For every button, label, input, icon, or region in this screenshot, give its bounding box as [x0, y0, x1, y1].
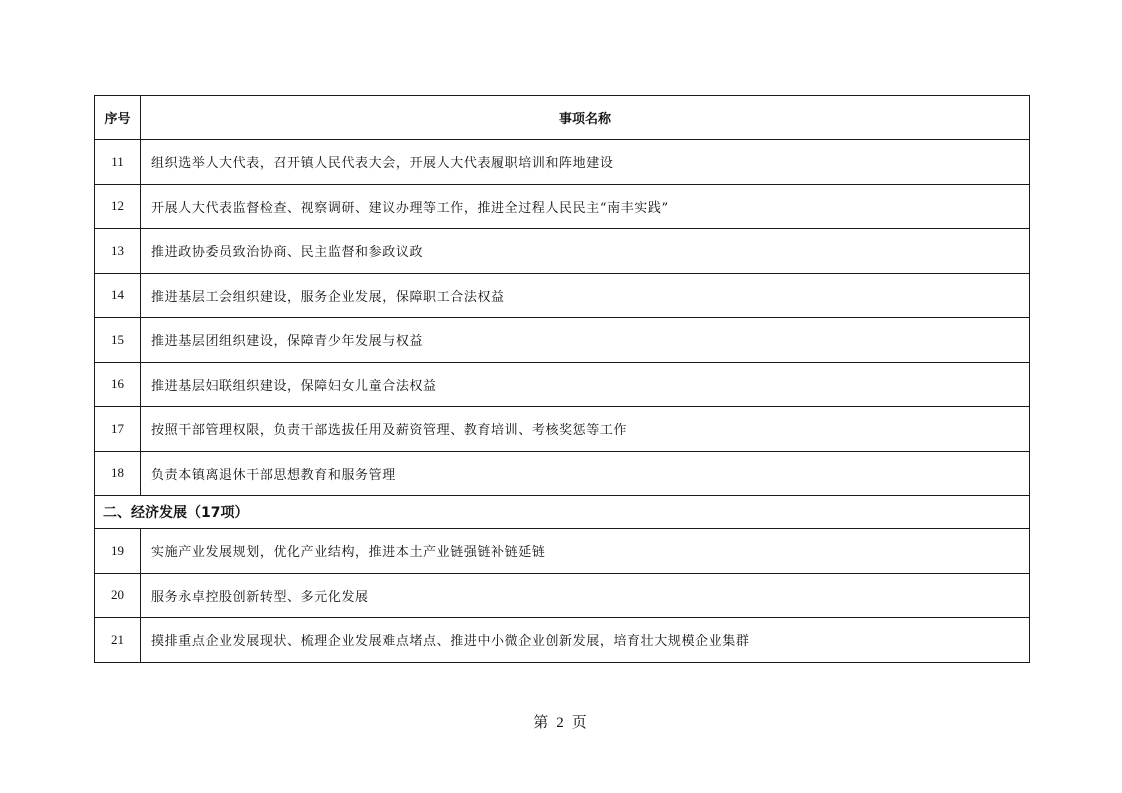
row-number: 11 — [95, 140, 141, 185]
row-item-name: 服务永卓控股创新转型、多元化发展 — [141, 573, 1030, 618]
row-item-name: 负责本镇离退休干部思想教育和服务管理 — [141, 451, 1030, 496]
row-item-name: 推进政协委员致治协商、民主监督和参政议政 — [141, 229, 1030, 274]
table-row — [95, 318, 1030, 363]
row-item-name: 开展人大代表监督检查、视察调研、建议办理等工作，推进全过程人民民主“南丰实践” — [141, 184, 1030, 229]
section-header-row — [95, 496, 1030, 529]
row-number: 13 — [95, 229, 141, 274]
section-title: 二、经济发展（17项） — [95, 496, 1030, 529]
row-item-name: 摸排重点企业发展现状、梳理企业发展难点堵点、推进中小微企业创新发展，培育壮大规模企业集群 — [141, 618, 1030, 663]
page-label-suffix: 页 — [571, 713, 589, 731]
table-row — [95, 362, 1030, 407]
table-row — [95, 573, 1030, 618]
header-item-name: 事项名称 — [141, 96, 1030, 140]
row-number: 15 — [95, 318, 141, 363]
table-row — [95, 407, 1030, 452]
row-item-name: 推进基层团组织建设，保障青少年发展与权益 — [141, 318, 1030, 363]
table-row — [95, 140, 1030, 185]
row-number: 17 — [95, 407, 141, 452]
row-number: 12 — [95, 184, 141, 229]
page-footer — [0, 711, 1122, 732]
table-row — [95, 451, 1030, 496]
table-row — [95, 618, 1030, 663]
row-item-name: 组织选举人大代表，召开镇人民代表大会，开展人大代表履职培训和阵地建设 — [141, 140, 1030, 185]
row-item-name: 推进基层妇联组织建设，保障妇女儿童合法权益 — [141, 362, 1030, 407]
page-label-prefix: 第 — [533, 713, 551, 731]
table-header-row — [95, 96, 1030, 140]
row-number: 16 — [95, 362, 141, 407]
table-row — [95, 184, 1030, 229]
table-row — [95, 273, 1030, 318]
row-item-name: 按照干部管理权限，负责干部选拔任用及薪资管理、教育培训、考核奖惩等工作 — [141, 407, 1030, 452]
row-number: 21 — [95, 618, 141, 663]
row-number: 14 — [95, 273, 141, 318]
header-serial-number: 序号 — [95, 96, 141, 140]
page-number: 2 — [556, 715, 566, 731]
row-item-name: 实施产业发展规划，优化产业结构，推进本土产业链强链补链延链 — [141, 529, 1030, 574]
row-item-name: 推进基层工会组织建设，服务企业发展，保障职工合法权益 — [141, 273, 1030, 318]
matters-table — [94, 95, 1030, 663]
row-number: 20 — [95, 573, 141, 618]
table-row — [95, 229, 1030, 274]
row-number: 18 — [95, 451, 141, 496]
row-number: 19 — [95, 529, 141, 574]
table-row — [95, 529, 1030, 574]
